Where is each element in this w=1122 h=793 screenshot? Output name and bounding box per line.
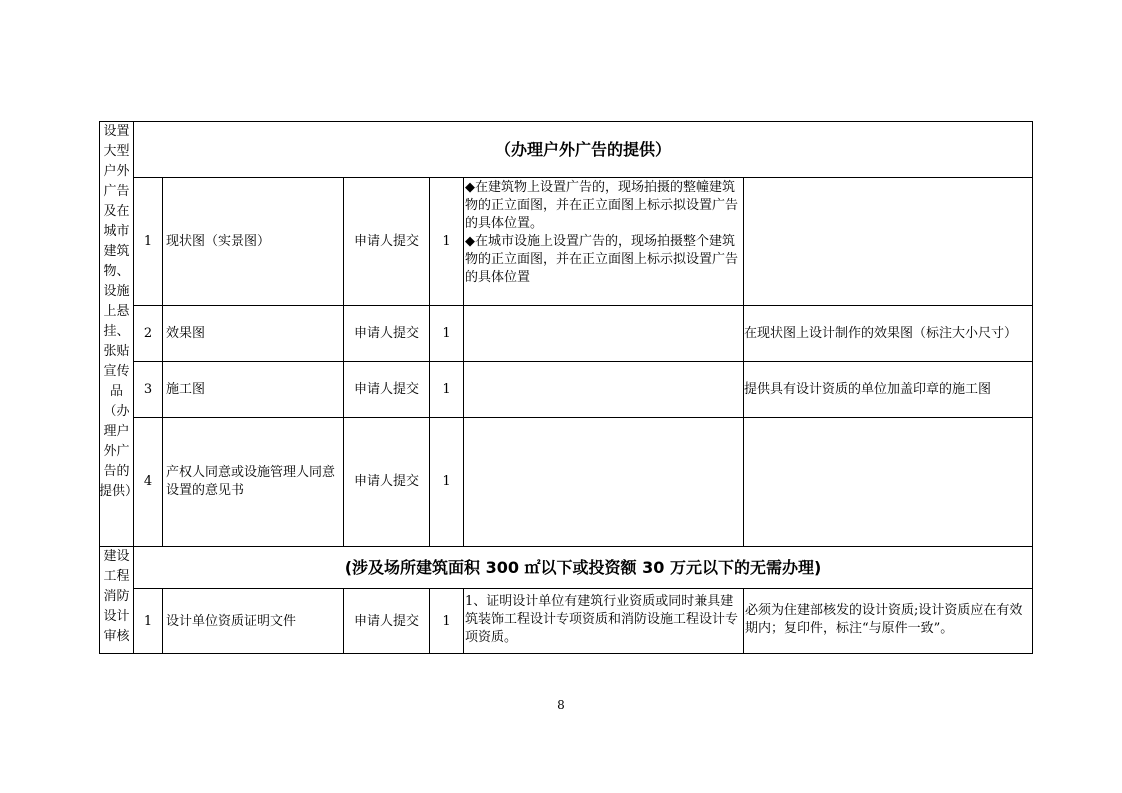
material-name: 施工图 [166,381,206,397]
material-source: 申请人提交 [353,325,419,341]
section-heading-fire-design: (涉及场所建筑面积 300 ㎡以下或投资额 30 万元以下的无需办理) [344,557,822,577]
row-number: 4 [143,474,153,489]
material-source: 申请人提交 [353,233,419,249]
requirement-item: ◆在建筑物上设置广告的，现场拍摄的整幢建筑物的正立面图，并在正立面图上标示拟设置广告的具体位置。 [465,180,739,231]
requirement-item: ◆在城市设施上设置广告的，现场拍摄整个建筑物的正立面图，并在正立面图上标示拟设置广告的具体位置 [465,234,739,285]
requirement-text [465,593,743,647]
material-source: 申请人提交 [353,613,419,629]
copies-count: 1 [442,474,451,489]
material-name: 效果图 [166,325,206,341]
material-name: 设计单位资质证明文件 [166,613,297,629]
category-cell-fire-design: 建设工程消防设计审核 [103,549,130,644]
row-number: 2 [143,325,153,341]
copies-count: 1 [442,613,451,629]
copies-count: 1 [442,381,451,397]
copies-count: 1 [442,233,451,249]
row-number: 1 [143,233,153,249]
material-name: 现状图（实景图） [166,233,271,249]
material-name: 产权人同意或设施管理人同意设置的意见书 [166,465,336,498]
note-text: 必须为住建部核发的设计资质;设计资质应在有效期内；复印件，标注“与原件一致”。 [745,603,1023,636]
requirement-item: 1、证明设计单位有建筑行业资质或同时兼具建筑装饰工程设计专项资质和消防设施工程设计专项资质。 [465,594,739,645]
material-source: 申请人提交 [353,474,419,489]
requirement-text [465,179,743,287]
page-number: 8 [557,698,565,712]
row-number: 1 [143,613,153,629]
category-cell-outdoor-ad: 设置大型户外广告及在城市建筑物、设施上悬挂、张贴宣传品（办理户外广告的提供） [99,124,139,499]
row-number: 3 [143,381,153,397]
note-text: 在现状图上设计制作的效果图（标注大小尺寸） [744,325,1018,341]
copies-count: 1 [442,325,451,341]
material-source: 申请人提交 [353,381,419,397]
note-text [744,178,1032,305]
note-text: 提供具有设计资质的单位加盖印章的施工图 [744,381,992,397]
section-heading-outdoor-ad: （办理户外广告的提供） [494,139,671,159]
